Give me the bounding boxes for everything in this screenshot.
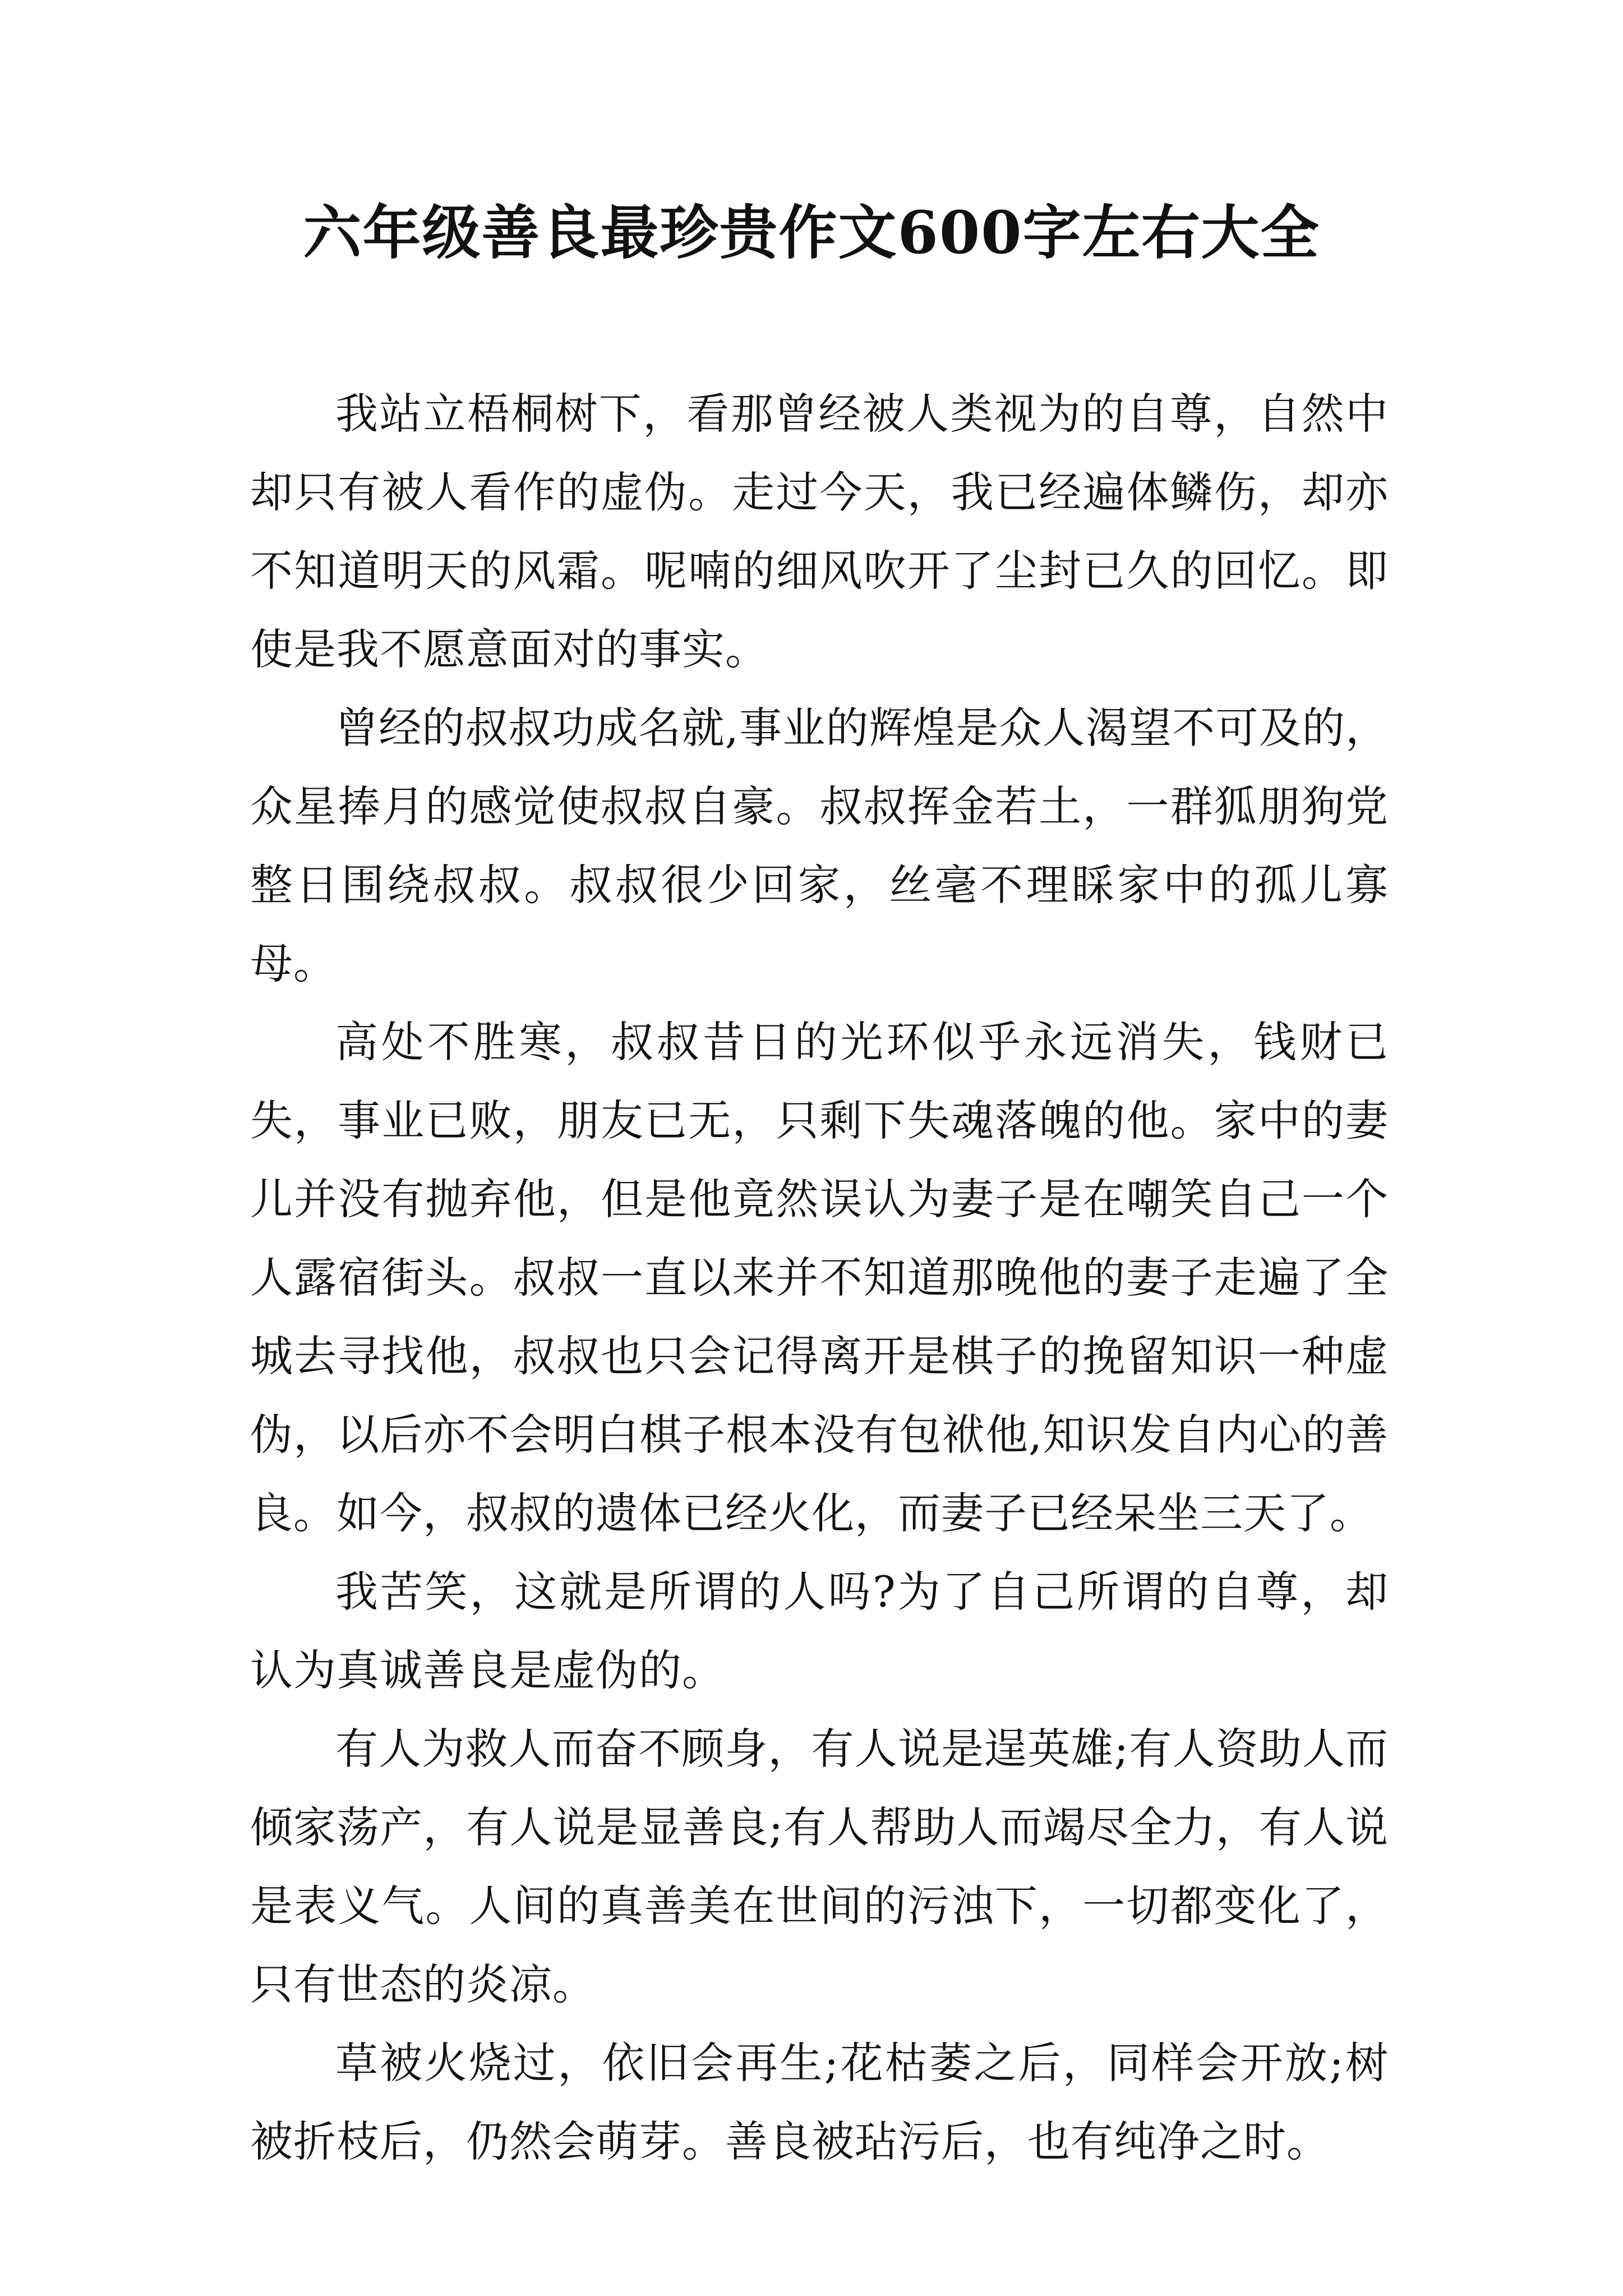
paragraph-2: 曾经的叔叔功成名就,事业的辉煌是众人渴望不可及的，众星捧月的感觉使叔叔自豪。叔叔挥金若土，一群狐朋狗党整日围绕叔叔。叔叔很少回家，丝毫不理睬家中的孤儿寡母。	[250, 703, 1389, 988]
paragraph-5: 有人为救人而奋不顾身，有人说是逞英雄;有人资助人而倾家荡产，有人说是显善良;有人帮助人而竭尽全力，有人说是表义气。人间的真善美在世间的污浊下，一切都变化了，只有世态的炎凉。	[250, 1724, 1389, 2009]
document-title: 六年级善良最珍贵作文600字左右大全	[303, 198, 1320, 267]
paragraph-6: 草被火烧过，依旧会再生;花枯萎之后，同样会开放;树被折枝后，仍然会萌芽。善良被玷污后，也有纯净之时。	[250, 2038, 1389, 2166]
paragraph-3: 高处不胜寒，叔叔昔日的光环似乎永远消失，钱财已失，事业已败，朋友已无，只剩下失魂落魄的他。家中的妻儿并没有抛弃他，但是他竟然误认为妻子是在嘲笑自己一个人露宿街头。叔叔一直以来并不知道那晚他的妻子走遍了全城去寻找他，叔叔也只会记得离开是棋子的挽留知识一种虚伪，以后亦不会明白棋子根本没有包袱他,知识发自内心的善良。如今，叔叔的遗体已经火化，而妻子已经呆坐三天了。	[250, 1017, 1389, 1538]
paragraph-1: 我站立梧桐树下，看那曾经被人类视为的自尊，自然中却只有被人看作的虚伪。走过今天，我已经遍体鳞伤，却亦不知道明天的风霜。呢喃的细风吹开了尘封已久的回忆。即使是我不愿意面对的事实。	[250, 389, 1389, 674]
document-body	[250, 375, 1389, 2181]
paragraph-4: 我苦笑，这就是所谓的人吗?为了自己所谓的自尊，却认为真诚善良是虚伪的。	[250, 1567, 1389, 1695]
